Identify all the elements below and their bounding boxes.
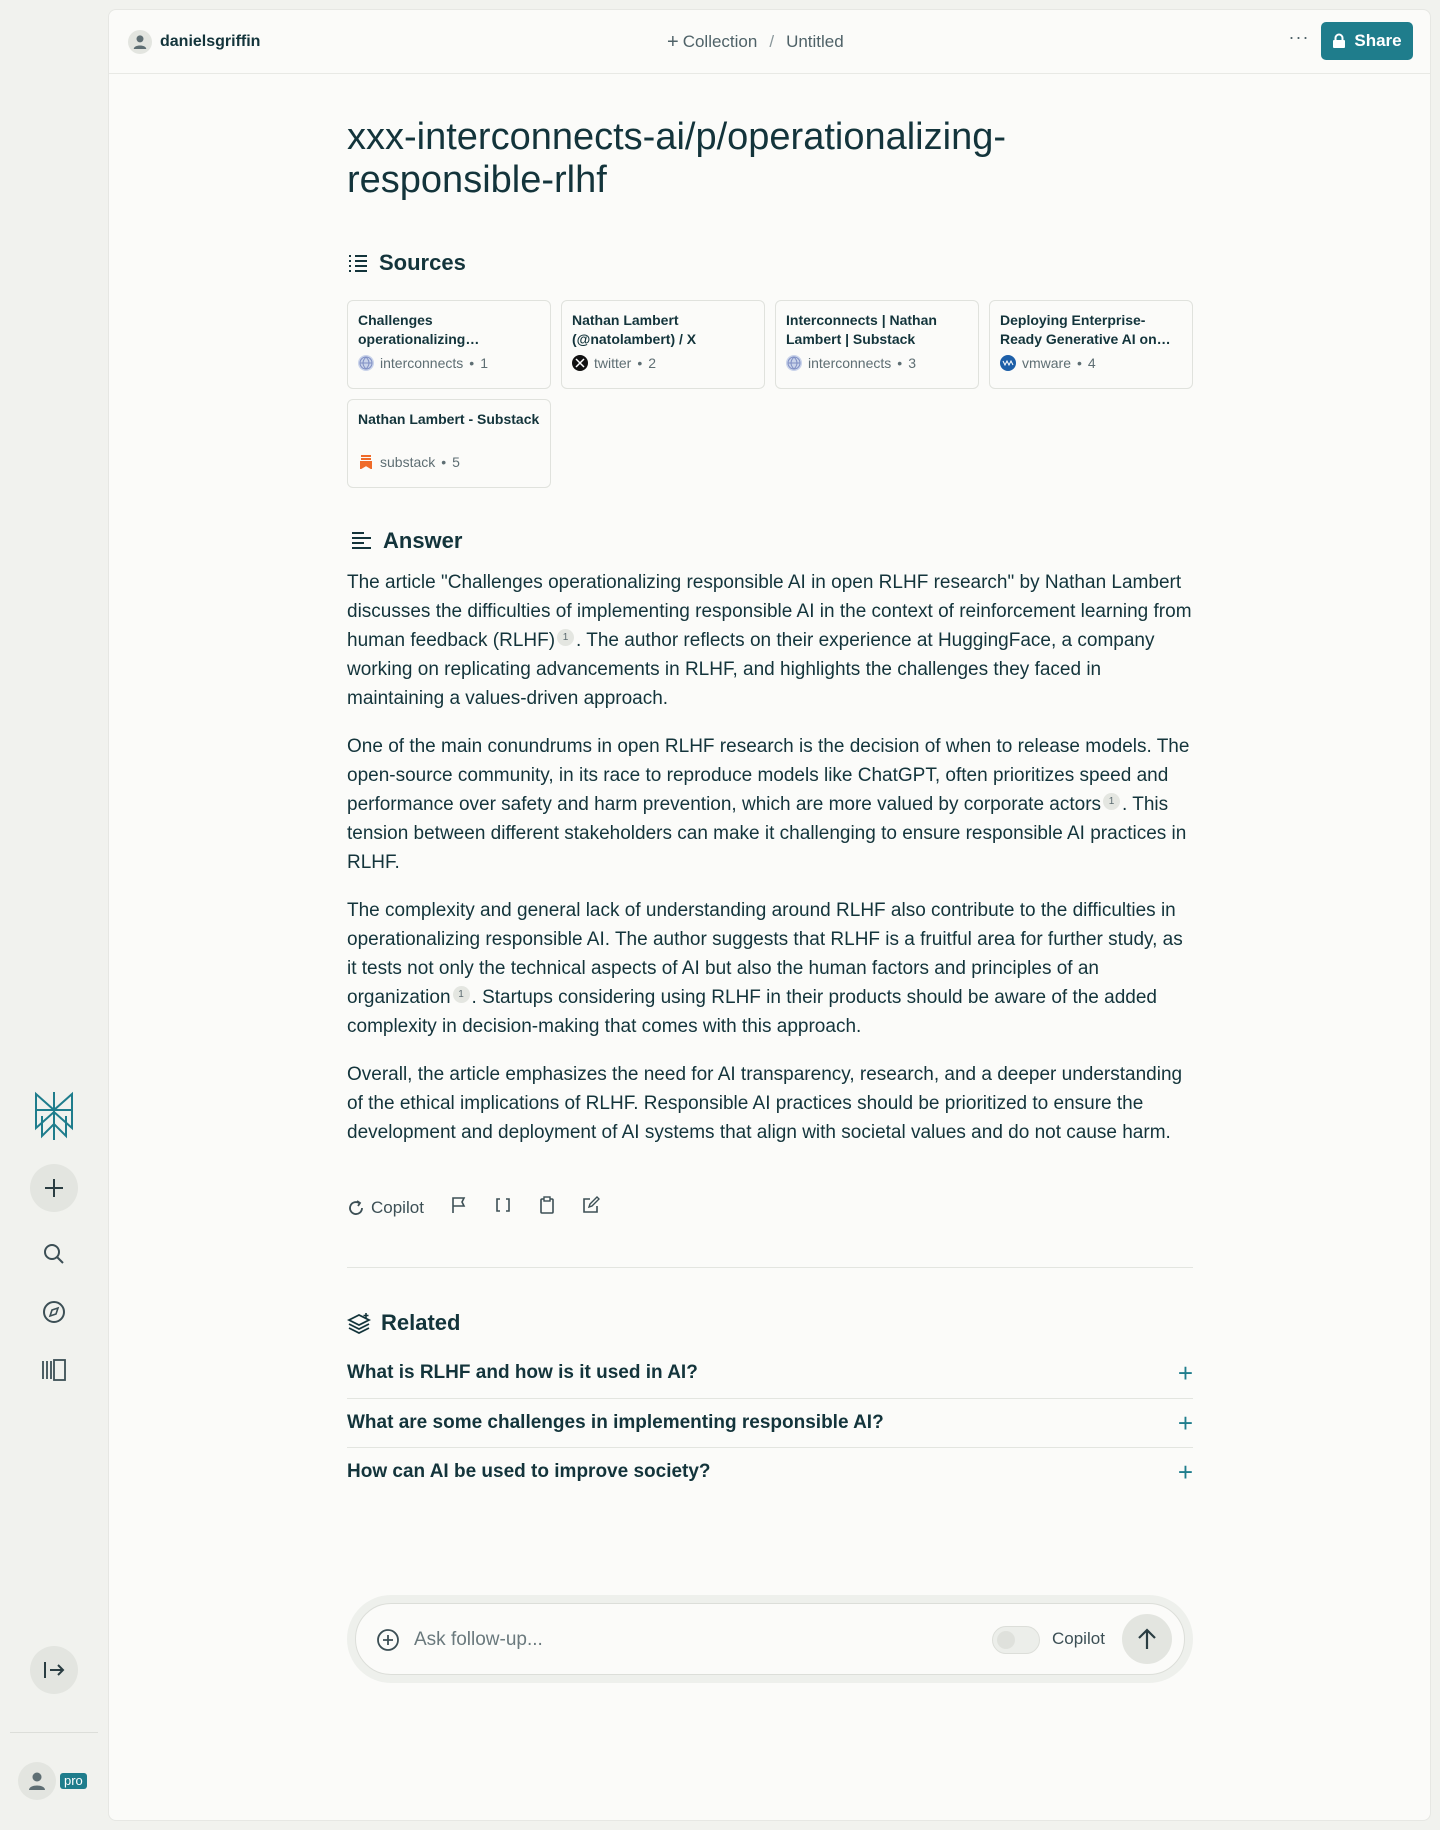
- copilot-label: Copilot: [371, 1197, 424, 1217]
- breadcrumb: [667, 32, 844, 52]
- report-button[interactable]: [450, 1196, 468, 1219]
- source-site: substack: [380, 454, 436, 470]
- citation-badge[interactable]: 1: [453, 986, 470, 1003]
- expand-sidebar-button[interactable]: [30, 1646, 78, 1694]
- rewrite-copilot-button[interactable]: [347, 1198, 424, 1218]
- source-card[interactable]: [347, 300, 551, 389]
- edit-icon: [582, 1196, 600, 1214]
- source-site: twitter: [594, 355, 632, 371]
- share-button[interactable]: [1321, 22, 1413, 60]
- answer-actions: [347, 1196, 600, 1219]
- globe-icon: [358, 355, 374, 371]
- toggle-knob: [997, 1631, 1015, 1649]
- answer-body: [347, 568, 1193, 1166]
- source-card[interactable]: [561, 300, 765, 389]
- plus-icon[interactable]: +: [1177, 1456, 1193, 1487]
- answer-paragraph: The article "Challenges operationalizing responsible AI in open RLHF research" by Nathan Lambert discusses the difficulties of implementing responsible AI in the context of reinforcement learning from human feedback (RLHF) 1 . The author reflects on their experience at HuggingFace, a company working on replicating advancements in RLHF, and highlights the challenges they faced in maintaining a values-driven approach.: [347, 572, 1192, 709]
- source-index: 4: [1087, 355, 1096, 371]
- source-card[interactable]: [347, 399, 551, 488]
- bullet: •: [1077, 355, 1082, 371]
- copilot-toggle[interactable]: [992, 1626, 1040, 1654]
- main-panel: [108, 9, 1431, 1821]
- library-icon: [40, 1357, 68, 1383]
- account-menu[interactable]: [18, 1762, 87, 1800]
- answer-lines-icon: [351, 531, 373, 551]
- plus-circle-icon: [376, 1628, 400, 1652]
- user-icon: [28, 1771, 46, 1791]
- citation-badge[interactable]: 1: [557, 629, 574, 646]
- plus-icon: [43, 1177, 65, 1199]
- collection-label: Collection: [682, 32, 758, 51]
- username: danielsgriffin: [160, 33, 261, 50]
- thread-name[interactable]: Untitled: [786, 32, 844, 51]
- answer-paragraph: One of the main conundrums in open RLHF research is the decision of when to release models. The open-source community, in its race to reproduce models like ChatGPT, often prioritizes speed and performance over safety and harm prevention, which are more valued by corporate actors 1 . This tension between different stakeholders can make it challenging to ensure responsible AI practices in RLHF.: [347, 736, 1190, 873]
- flag-icon: [450, 1196, 468, 1214]
- copy-button[interactable]: [538, 1196, 556, 1219]
- section-divider: [347, 1267, 1193, 1268]
- source-title: Nathan Lambert (@natolambert) / X: [572, 312, 697, 347]
- user-icon: [133, 34, 147, 50]
- plus-icon[interactable]: +: [1177, 1357, 1193, 1388]
- copilot-toggle-label: Copilot: [1052, 1629, 1105, 1648]
- source-index: 2: [648, 355, 657, 371]
- brackets-icon: [494, 1196, 512, 1214]
- pro-badge: pro: [60, 1773, 87, 1789]
- add-to-collection-button[interactable]: [667, 32, 757, 52]
- source-site: vmware: [1022, 355, 1072, 371]
- related-question-text: How can AI be used to improve society?: [347, 1461, 711, 1482]
- related-heading-label: Related: [381, 1310, 461, 1335]
- lock-icon: [1332, 33, 1346, 49]
- avatar[interactable]: [18, 1762, 56, 1800]
- user-avatar: [128, 30, 152, 54]
- source-title: Interconnects | Nathan Lambert | Substack: [786, 312, 937, 347]
- refresh-icon: [347, 1199, 365, 1217]
- related-stack-icon: [347, 1312, 371, 1334]
- bullet: •: [469, 355, 475, 371]
- bullet: •: [637, 355, 643, 371]
- source-index: 5: [452, 454, 460, 470]
- source-title: Nathan Lambert - Substack: [358, 411, 540, 427]
- library-button[interactable]: [36, 1352, 72, 1388]
- attach-button[interactable]: [376, 1628, 400, 1657]
- breadcrumb-separator: /: [769, 32, 775, 51]
- bullet: •: [897, 355, 903, 371]
- follow-up-input[interactable]: [414, 1624, 914, 1656]
- compass-icon: [41, 1299, 67, 1325]
- related-question[interactable]: [347, 1398, 1193, 1448]
- x-logo-icon: [572, 355, 588, 371]
- related-question[interactable]: [347, 1348, 1193, 1398]
- source-title: Deploying Enterprise-Ready Generative AI on…: [1000, 312, 1171, 347]
- related-question[interactable]: [347, 1447, 1193, 1497]
- bullet: •: [441, 454, 447, 470]
- rail-divider: [10, 1732, 98, 1733]
- clipboard-icon: [538, 1196, 556, 1214]
- share-label: Share: [1354, 31, 1402, 50]
- page-title: xxx-interconnects-ai/p/operationalizing-responsible-rlhf: [347, 116, 1006, 201]
- related-question-text: What are some challenges in implementing responsible AI?: [347, 1412, 884, 1433]
- sources-icon: [347, 252, 369, 274]
- source-index: 1: [480, 355, 488, 371]
- source-card[interactable]: [989, 300, 1193, 389]
- plus-icon: +: [667, 31, 679, 53]
- source-site: interconnects: [380, 355, 464, 371]
- vmware-logo-icon: [1000, 355, 1016, 371]
- answer-paragraph: Overall, the article emphasizes the need for AI transparency, research, and a deeper understanding of the ethical implications of RLHF. Responsible AI practices should be prioritized to ensure the development and deployment of AI systems that align with societal values and do not cause harm.: [347, 1064, 1183, 1143]
- related-heading: [347, 1310, 460, 1336]
- source-index: 3: [908, 355, 916, 371]
- follow-up-box: [355, 1603, 1185, 1675]
- source-site: interconnects: [808, 355, 892, 371]
- source-card[interactable]: [775, 300, 979, 389]
- citation-badge[interactable]: 1: [1103, 793, 1120, 810]
- sources-heading-label: Sources: [379, 250, 466, 275]
- answer-heading-label: Answer: [383, 528, 463, 553]
- substack-logo-icon: [358, 454, 374, 470]
- plus-icon[interactable]: +: [1177, 1407, 1193, 1438]
- perplexity-logo-icon[interactable]: [32, 1090, 76, 1142]
- new-thread-button[interactable]: [30, 1164, 78, 1212]
- more-options-button[interactable]: ···: [1288, 27, 1310, 47]
- answer-heading: [351, 528, 462, 554]
- source-title: Challenges operationalizing…: [358, 312, 480, 347]
- search-icon: [42, 1242, 66, 1266]
- view-sources-button[interactable]: [494, 1196, 512, 1219]
- arrow-up-icon: [1136, 1627, 1158, 1651]
- search-button[interactable]: [36, 1236, 72, 1272]
- username-link[interactable]: [128, 30, 260, 54]
- globe-icon: [786, 355, 802, 371]
- left-rail: [0, 0, 108, 1830]
- sources-heading: [347, 250, 466, 276]
- answer-paragraph: The complexity and general lack of understanding around RLHF also contribute to the difficulties in operationalizing responsible AI. The author suggests that RLHF is a fruitful area for further study, as it tests not only the technical aspects of AI but also the human factors and principles of an organization 1 . Startups considering using RLHF in their products should be aware of the added complexity in decision-making that comes with this approach.: [347, 900, 1183, 1037]
- top-bar: [109, 10, 1430, 74]
- discover-button[interactable]: [36, 1294, 72, 1330]
- expand-icon: [42, 1660, 66, 1680]
- follow-up-bar: [347, 1595, 1193, 1683]
- submit-button[interactable]: [1122, 1614, 1172, 1664]
- edit-button[interactable]: [582, 1196, 600, 1219]
- related-question-text: What is RLHF and how is it used in AI?: [347, 1362, 698, 1383]
